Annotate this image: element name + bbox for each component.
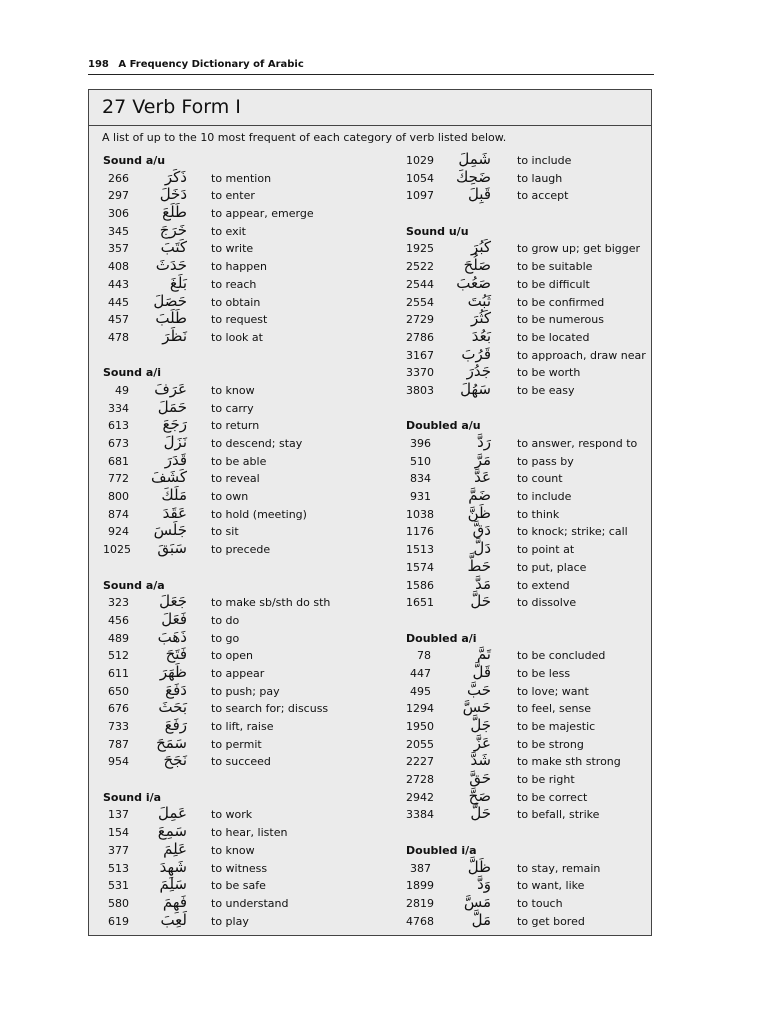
frequency-rank: 931 [410,490,431,504]
arabic-verb: حَدَثَ [155,256,187,275]
arabic-verb: كَثُرَ [471,309,491,328]
english-gloss: to hold (meeting) [211,507,307,521]
arabic-verb: عَمِلَ [158,804,187,823]
frequency-rank: 2544 [406,277,434,291]
arabic-verb: فَعَلَ [161,609,187,628]
english-gloss: to appear [211,666,265,680]
frequency-rank: 954 [108,755,129,769]
frequency-rank: 1651 [406,596,434,610]
arabic-verb: نَظَرَ [162,326,187,345]
frequency-rank: 4768 [406,914,434,928]
frequency-rank: 1294 [406,702,434,716]
english-gloss: to be located [517,330,590,344]
arabic-verb: سَهُلَ [460,379,491,398]
arabic-verb: طَلَعَ [162,203,187,222]
arabic-verb: حَصَلَ [153,291,187,310]
arabic-verb: شَدَّ [470,751,491,770]
frequency-rank: 495 [410,684,431,698]
english-gloss: to laugh [517,171,563,185]
arabic-verb: كَتَبَ [160,238,187,257]
arabic-verb: ذَكَرَ [164,167,187,186]
frequency-rank: 334 [108,401,129,415]
frequency-rank: 49 [115,383,129,397]
frequency-rank: 1925 [406,242,434,256]
arabic-verb: حَقَّ [469,769,491,788]
arabic-verb: صَلُحَ [463,256,491,275]
arabic-verb: جَلَسَ [153,521,187,540]
arabic-verb: رَدَّ [477,433,491,451]
english-gloss: to witness [211,861,268,875]
english-gloss: to mention [211,171,272,185]
arabic-verb: عَلِمَ [163,839,187,858]
english-gloss: to know [211,843,255,857]
english-gloss: to succeed [211,755,271,769]
arabic-verb: شَمِلَ [458,150,491,168]
arabic-verb: رَفَعَ [164,716,187,734]
arabic-verb: عَزَّ [473,733,491,752]
frequency-rank: 681 [108,454,129,468]
arabic-verb: دَخَلَ [159,185,187,204]
arabic-verb: شَهِدَ [159,857,187,876]
arabic-verb: ضَحِكَ [455,167,491,186]
frequency-rank: 2522 [406,260,434,274]
arabic-verb: بَعُدَ [471,326,491,345]
frequency-rank: 2786 [406,330,434,344]
frequency-rank: 1029 [406,154,434,167]
english-gloss: to exit [211,224,246,238]
frequency-rank: 834 [410,472,431,486]
arabic-verb: خَرَجَ [159,220,187,239]
arabic-verb: دَقَّ [472,521,491,540]
arabic-verb: طَلَبَ [155,309,187,328]
category-label: Doubled i/a [406,843,477,857]
frequency-rank: 1586 [406,578,434,592]
category-label: Sound a/a [103,578,165,592]
box-title: 27 Verb Form I [102,96,241,118]
frequency-rank: 2819 [406,896,434,910]
frequency-rank: 3803 [406,383,434,397]
arabic-verb: حَبَّ [466,680,491,699]
arabic-verb: مَدَّ [475,574,491,593]
english-gloss: to be safe [211,879,266,893]
arabic-verb: سَمِعَ [157,822,187,841]
english-gloss: to be confirmed [517,295,605,309]
frequency-rank: 531 [108,879,129,893]
arabic-verb: حَطَّ [467,556,491,575]
english-gloss: to be correct [517,790,588,804]
verb-list-box [88,89,652,936]
english-gloss: to touch [517,896,563,910]
arabic-verb: عَرَفَ [154,379,187,398]
english-gloss: to befall, strike [517,808,600,822]
english-gloss: to enter [211,189,255,203]
arabic-verb: قَبِلَ [467,185,491,204]
english-gloss: to love; want [517,684,589,698]
english-gloss: to permit [211,737,262,751]
frequency-rank: 2227 [406,755,434,769]
frequency-rank: 1176 [406,525,434,539]
english-gloss: to grow up; get bigger [517,242,641,256]
frequency-rank: 619 [108,914,129,928]
frequency-rank: 1513 [406,543,434,557]
english-gloss: to write [211,242,254,256]
arabic-verb: ظَلَّ [467,857,491,876]
arabic-verb: قَدَرَ [164,450,187,469]
frequency-rank: 1025 [103,543,131,557]
english-gloss: to be difficult [517,277,590,291]
english-gloss: to look at [211,330,263,344]
frequency-rank: 306 [108,207,129,221]
english-gloss: to request [211,313,268,327]
frequency-rank: 377 [108,843,129,857]
frequency-rank: 457 [108,313,129,327]
english-gloss: to sit [211,525,239,539]
arabic-verb: نَجَحَ [163,751,187,770]
frequency-rank: 443 [108,277,129,291]
english-gloss: to push; pay [211,684,280,698]
arabic-verb: عَدَّ [474,468,491,487]
frequency-rank: 297 [108,189,129,203]
frequency-rank: 3370 [406,366,434,380]
arabic-verb: ضَمَّ [468,486,491,505]
box-intro: A list of up to the 10 most frequent of each category of verb listed below. [102,131,507,144]
frequency-rank: 800 [108,490,129,504]
frequency-rank: 137 [108,808,129,822]
arabic-verb: بَلَغَ [169,273,187,292]
english-gloss: to be concluded [517,649,606,663]
english-gloss: to point at [517,543,575,557]
arabic-verb: عَقَدَ [162,503,187,522]
frequency-rank: 673 [108,437,129,450]
frequency-rank: 345 [108,224,129,238]
english-gloss: to understand [211,896,289,910]
english-gloss: to approach, draw near [517,348,646,362]
category-label: Doubled a/u [406,419,481,433]
arabic-verb: ظَهَرَ [159,662,187,681]
frequency-rank: 924 [108,525,129,539]
english-gloss: to accept [517,189,569,203]
english-gloss: to appear, emerge [211,207,314,221]
frequency-rank: 154 [108,826,129,840]
english-gloss: to search for; discuss [211,702,329,716]
english-gloss: to return [211,419,260,433]
english-gloss: to count [517,472,563,486]
english-gloss: to be able [211,454,267,468]
arabic-verb: سَمَحَ [156,733,187,752]
frequency-rank: 512 [108,649,129,663]
english-gloss: to happen [211,260,267,274]
category-label: Sound i/a [103,790,162,804]
frequency-rank: 580 [108,896,129,910]
arabic-verb: مَلَكَ [161,486,187,505]
frequency-rank: 1574 [406,560,434,574]
box-title-bar [89,90,651,126]
english-gloss: to own [211,490,249,504]
english-gloss: to know [211,383,255,397]
frequency-rank: 772 [108,472,129,486]
frequency-rank: 2942 [406,790,434,804]
english-gloss: to include [517,154,572,167]
english-gloss: to make sth strong [517,755,621,769]
arabic-verb: تَمَّ [476,645,491,664]
frequency-rank: 266 [108,171,129,185]
english-gloss: to think [517,507,560,521]
english-gloss: to lift, raise [211,720,274,733]
frequency-rank: 396 [410,437,431,450]
arabic-verb: فَهِمَ [162,892,187,911]
arabic-verb: مَلَّ [471,910,491,929]
english-gloss: to hear, listen [211,826,288,840]
english-gloss: to be numerous [517,313,604,327]
english-gloss: to be suitable [517,260,593,274]
frequency-rank: 787 [108,737,129,751]
frequency-rank: 78 [417,649,431,663]
frequency-rank: 2728 [406,773,434,787]
english-gloss: to extend [517,578,570,592]
arabic-verb: جَدُرَ [466,362,491,381]
running-head [88,59,653,70]
frequency-rank: 323 [108,596,129,610]
arabic-verb: حَلَّ [470,592,491,611]
english-gloss: to stay, remain [517,861,601,875]
arabic-verb: حَمَلَ [157,397,187,416]
frequency-rank: 357 [108,242,129,256]
english-gloss: to dissolve [517,596,577,610]
english-gloss: to go [211,631,240,645]
english-gloss: to get bored [517,914,585,928]
english-gloss: to reveal [211,472,260,486]
english-gloss: to want, like [517,879,585,893]
frequency-rank: 510 [410,454,431,468]
english-gloss: to play [211,914,249,928]
arabic-verb: بَحَثَ [158,698,187,717]
english-gloss: to do [211,613,240,627]
english-gloss: to be easy [517,383,575,397]
arabic-verb: قَلَّ [472,662,491,681]
english-gloss: to open [211,649,253,663]
category-label: Doubled a/i [406,631,477,645]
arabic-verb: نَزَلَ [163,433,187,451]
arabic-verb: كَشَفَ [150,468,187,487]
english-gloss: to knock; strike; call [517,525,628,539]
arabic-verb: حَسَّ [462,698,491,717]
frequency-rank: 1097 [406,189,434,203]
frequency-rank: 3384 [406,808,434,822]
english-gloss: to feel, sense [517,702,591,716]
arabic-verb: جَعَلَ [159,592,187,611]
frequency-rank: 478 [108,330,129,344]
arabic-verb: ثَبُتَ [467,291,491,310]
arabic-verb: دَلَّ [473,539,491,558]
frequency-rank: 613 [108,419,129,433]
frequency-rank: 611 [108,666,129,680]
book-title: A Frequency Dictionary of Arabic [118,59,304,70]
frequency-rank: 733 [108,720,129,733]
english-gloss: to answer, respond to [517,437,638,450]
english-gloss: to be worth [517,366,581,380]
frequency-rank: 2554 [406,295,434,309]
frequency-rank: 489 [108,631,129,645]
frequency-rank: 3167 [406,348,434,362]
page-number: 198 [88,59,109,70]
frequency-rank: 1038 [406,507,434,521]
english-gloss: to reach [211,277,257,291]
category-label: Sound u/u [406,224,469,238]
arabic-verb: دَفَعَ [165,680,187,699]
english-gloss: to precede [211,543,271,557]
frequency-rank: 1054 [406,171,434,185]
category-label: Sound a/u [103,154,166,167]
frequency-rank: 650 [108,684,129,698]
category-label: Sound a/i [103,366,162,380]
arabic-verb: ذَهَبَ [157,627,187,646]
english-gloss: to be less [517,666,571,680]
english-gloss: to be strong [517,737,584,751]
arabic-verb: فَتَحَ [165,645,187,664]
header-rule [88,74,654,75]
frequency-rank: 1899 [406,879,434,893]
frequency-rank: 387 [410,861,431,875]
arabic-verb: جَلَّ [470,716,491,734]
english-gloss: to obtain [211,295,261,309]
frequency-rank: 1950 [406,720,434,733]
arabic-verb: قَرُبَ [461,344,491,363]
english-gloss: to make sb/sth do sth [211,596,331,610]
frequency-rank: 2055 [406,737,434,751]
english-gloss: to descend; stay [211,437,303,450]
english-gloss: to carry [211,401,254,415]
frequency-rank: 445 [108,295,129,309]
arabic-verb: كَبُرَ [471,238,491,257]
arabic-verb: وَدَّ [477,875,491,894]
arabic-verb: رَجَعَ [162,415,187,434]
english-gloss: to be right [517,773,575,787]
arabic-verb: سَلِمَ [159,875,187,894]
frequency-rank: 2729 [406,313,434,327]
arabic-verb: صَعُبَ [456,273,491,292]
arabic-verb: لَعِبَ [160,910,187,929]
english-gloss: to be majestic [517,720,596,733]
arabic-verb: صَحَّ [468,786,491,805]
english-gloss: to include [517,490,572,504]
frequency-rank: 447 [410,666,431,680]
arabic-verb: مَسَّ [463,892,491,911]
arabic-verb: مَرَّ [474,450,491,469]
english-gloss: to work [211,808,253,822]
frequency-rank: 676 [108,702,129,716]
english-gloss: to put, place [517,560,587,574]
frequency-rank: 408 [108,260,129,274]
arabic-verb: سَبَقَ [157,539,187,558]
english-gloss: to pass by [517,454,574,468]
arabic-verb: حَلَّ [470,804,491,823]
frequency-rank: 456 [108,613,129,627]
frequency-rank: 513 [108,861,129,875]
arabic-verb: ظَنَّ [467,503,491,522]
frequency-rank: 874 [108,507,129,521]
